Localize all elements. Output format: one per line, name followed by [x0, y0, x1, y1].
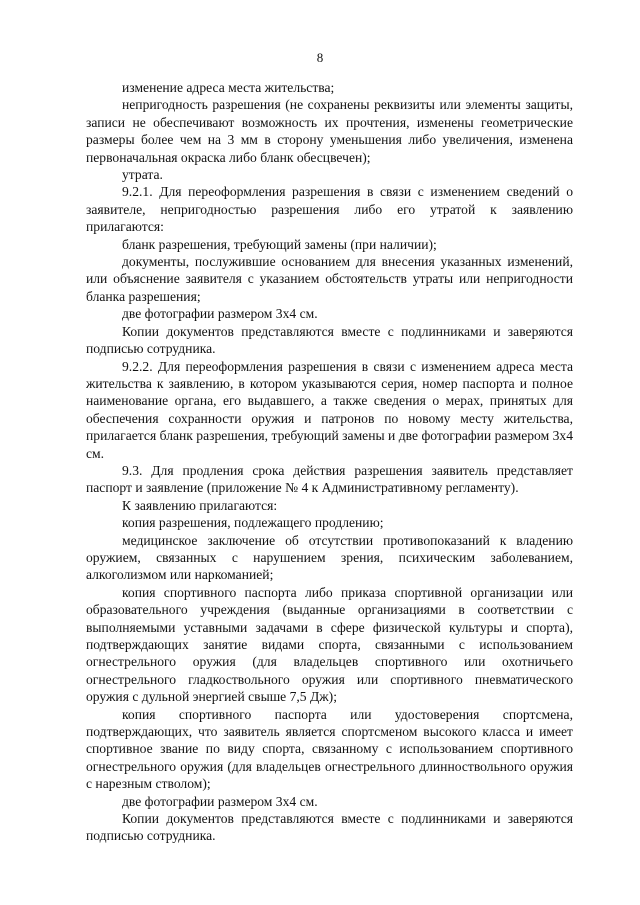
- paragraph-permit-blank: бланк разрешения, требующий замены (при наличии);: [122, 236, 437, 252]
- paragraph-9-2-2: 9.2.2. Для переоформления разрешения в связи с изменением адреса места жительства к заявлению, в котором указываются серия, номер паспорта и полное наименование органа, его выдавшего, а также сведения о мерах, принятых для обеспечения сохранности оружия и патронов по новому месту жительства, прилагается бланк разрешения, требующий замены и две фотографии размером 3х4 см.: [86, 358, 573, 461]
- paragraph-sports-passport: копия спортивного паспорта либо приказа спортивной организации или образовательного учреждения (выданные организациями в соответствии с выполняемыми уставными задачами в сфере физической культуры и спорта), подтверждающих занятие видами спорта, связанными с использованием огнестрельного оружия (для владельцев спортивного или охотничьего огнестрельного гладкоствольного оружия или спортивного пневматического оружия с дульной энергией свыше 7,5 Дж);: [86, 584, 573, 705]
- paragraph-photos-2: две фотографии размером 3х4 см.: [122, 793, 318, 809]
- paragraph-athlete-certificate: копия спортивного паспорта или удостоверения спортсмена, подтверждающих, что заявитель является спортсменом высокого класса и имеет спортивное звание по виду спорта, связанному с использованием спортивного огнестрельного оружия (для владельцев огнестрельного длинноствольного оружия с нарезным стволом);: [86, 706, 573, 792]
- paragraph-medical: медицинское заключение об отсутствии противопоказаний к владению оружием, связанных с нарушением зрения, психическим заболеванием, алкоголизмом или наркоманией;: [86, 532, 573, 583]
- paragraph-permit-copy: копия разрешения, подлежащего продлению;: [122, 515, 384, 531]
- paragraph-copies-2: Копии документов представляются вместе с подлинниками и заверяются подписью сотрудника.: [86, 811, 573, 844]
- paragraph-attachments-heading: К заявлению прилагаются:: [122, 497, 278, 513]
- paragraph-9-3: 9.3. Для продления срока действия разрешения заявитель представляет паспорт и заявление (приложение № 4 к Административному регламенту).: [86, 462, 573, 496]
- paragraph-unfitness: непригодность разрешения (не сохранены реквизиты или элементы защиты, записи не обеспечивают возможность их прочтения, изменены геометрические размеры более чем на 3 мм в сторону уменьшения либо увеличения, изменена первоначальная окраска либо бланк обесцвечен);: [86, 97, 573, 165]
- paragraph-loss: утрата.: [122, 167, 163, 183]
- paragraph-copies: Копии документов представляются вместе с подлинниками и заверяются подписью сотрудника.: [86, 323, 573, 357]
- paragraph-address-change: изменение адреса места жительства;: [122, 80, 335, 95]
- page-number: 8: [316, 50, 324, 65]
- paragraph-9-2-1: 9.2.1. Для переоформления разрешения в связи с изменением сведений о заявителе, непригодностью разрешения либо его утратой к заявлению прилагаются:: [86, 184, 573, 235]
- paragraph-documents: документы, послужившие основанием для внесения указанных изменений, или объяснение заявителя с указанием обстоятельств утраты или непригодности бланка разрешения;: [86, 254, 573, 304]
- document-body: [86, 79, 573, 845]
- paragraph-photos: две фотографии размером 3х4 см.: [122, 306, 318, 322]
